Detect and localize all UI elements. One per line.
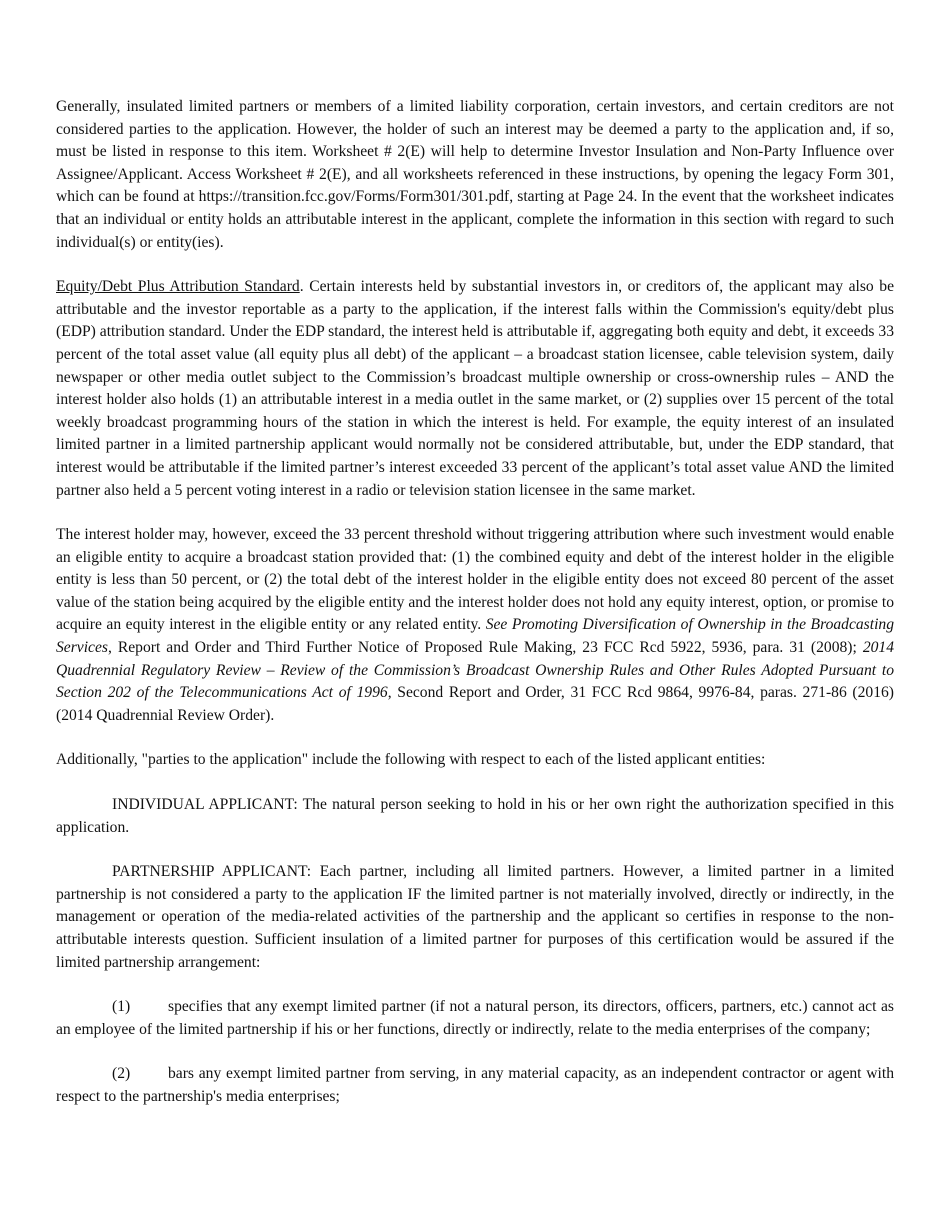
citation-promoting-diversification: See Promoting Diversification of Ownership in the Broadcasting Services <box>56 616 894 657</box>
list-item-number: (1) <box>112 998 131 1016</box>
paragraph-parties-intro: Additionally, "parties to the application" include the following with respect to each of the listed applicant entities: <box>56 751 766 769</box>
list-item-text: specifies that any exempt limited partner (if not a natural person, its directors, officers, partners, etc.) cannot act as an employee of the limited partnership if his or her functions, directly or indirectly, relate to the media enterprises of the company; <box>56 998 894 1038</box>
list-item <box>56 996 894 1041</box>
citation-text-1: , Report and Order and Third Further Notice of Proposed Rule Making, 23 FCC Rcd 5922, 5936, para. 31 (2008); <box>107 639 863 657</box>
citation-quadrennial-review: 2014 Quadrennial Regulatory Review – Review of the Commission’s Broadcast Ownership Rules and Other Rules Adopted Pursuant to Section 202 of the Telecommunications Act of 1996 <box>56 639 894 702</box>
threshold-text: The interest holder may, however, exceed the 33 percent threshold without triggering attribution where such investment would enable an eligible entity to acquire a broadcast station provided that: (1) the combined equity and debt of the interest holder in the eligible entity is less than 50 percent, or (2) the total debt of the interest holder in the eligible entity does not exceed 80 percent of the asset value of the station being acquired by the eligible entity and the interest holder does not hold any equity interest, option, or promise to acquire an equity interest in the eligible entity or any related entity. <box>56 526 894 634</box>
list-item-text: bars any exempt limited partner from serving, in any material capacity, as an independent contractor or agent with respect to the partnership's media enterprises; <box>56 1065 894 1105</box>
edp-body: . Certain interests held by substantial investors in, or creditors of, the applicant may also be attributable and the investor reportable as a party to the application, if the interest falls within the Commission's equity/debt plus (EDP) attribution standard. Under the EDP standard, the interest held is attributable if, aggregating both equity and debt, it exceeds 33 percent of the total asset value (all equity plus all debt) of the applicant – a broadcast station licensee, cable television system, daily newspaper or other media outlet subject to the Commission’s broadcast multiple ownership or cross-ownership rules – AND the interest holder also holds (1) an attributable interest in a media outlet in the same market, or (2) supplies over 15 percent of the total weekly broadcast programming hours of the station in which the interest is held. For example, the equity interest of an insulated limited partner in a limited partnership applicant would normally not be considered attributable, but, under the EDP standard, that interest would be attributable if the limited partner’s interest exceeded 33 percent of the applicant’s total asset value AND the limited partner also held a 5 percent voting interest in a radio or television station licensee in the same market. <box>56 278 894 499</box>
paragraph-edp-standard <box>56 276 894 502</box>
list-item <box>56 1063 894 1108</box>
paragraph-individual-applicant: INDIVIDUAL APPLICANT: The natural person seeking to hold in his or her own right the authorization specified in this application. <box>56 796 894 836</box>
edp-heading: Equity/Debt Plus Attribution Standard <box>56 278 300 296</box>
paragraph-threshold-exception <box>56 524 894 727</box>
paragraph-insulated-partners: Generally, insulated limited partners or members of a limited liability corporation, certain investors, and certain creditors are not considered parties to the application. However, the holder of such an interest may be deemed a party to the application and, if so, must be listed in response to this item. Worksheet # 2(E) will help to determine Investor Insulation and Non-Party Influence over Assignee/Applicant. Access Worksheet # 2(E), and all worksheets referenced in these instructions, by opening the legacy Form 301, which can be found at https://transition.fcc.gov/Forms/Form301/301.pdf, starting at Page 24. In the event that the worksheet indicates that an individual or entity holds an attributable interest in the applicant, complete the information in this section with regard to such individual(s) or entity(ies). <box>56 98 894 251</box>
list-item-number: (2) <box>112 1065 131 1083</box>
paragraph-partnership-applicant: PARTNERSHIP APPLICANT: Each partner, including all limited partners. However, a limited partner in a limited partnership is not considered a party to the application IF the limited partner is not materially involved, directly or indirectly, in the management or operation of the media-related activities of the partnership and the applicant so certifies in response to the non-attributable interests question. Sufficient insulation of a limited partner for purposes of this certification would be assured if the limited partnership arrangement: <box>56 863 894 971</box>
document-page <box>56 96 894 1131</box>
citation-text-2: , Second Report and Order, 31 FCC Rcd 9864, 9976-84, paras. 271-86 (2016) (2014 Quadrennial Review Order). <box>56 684 894 724</box>
